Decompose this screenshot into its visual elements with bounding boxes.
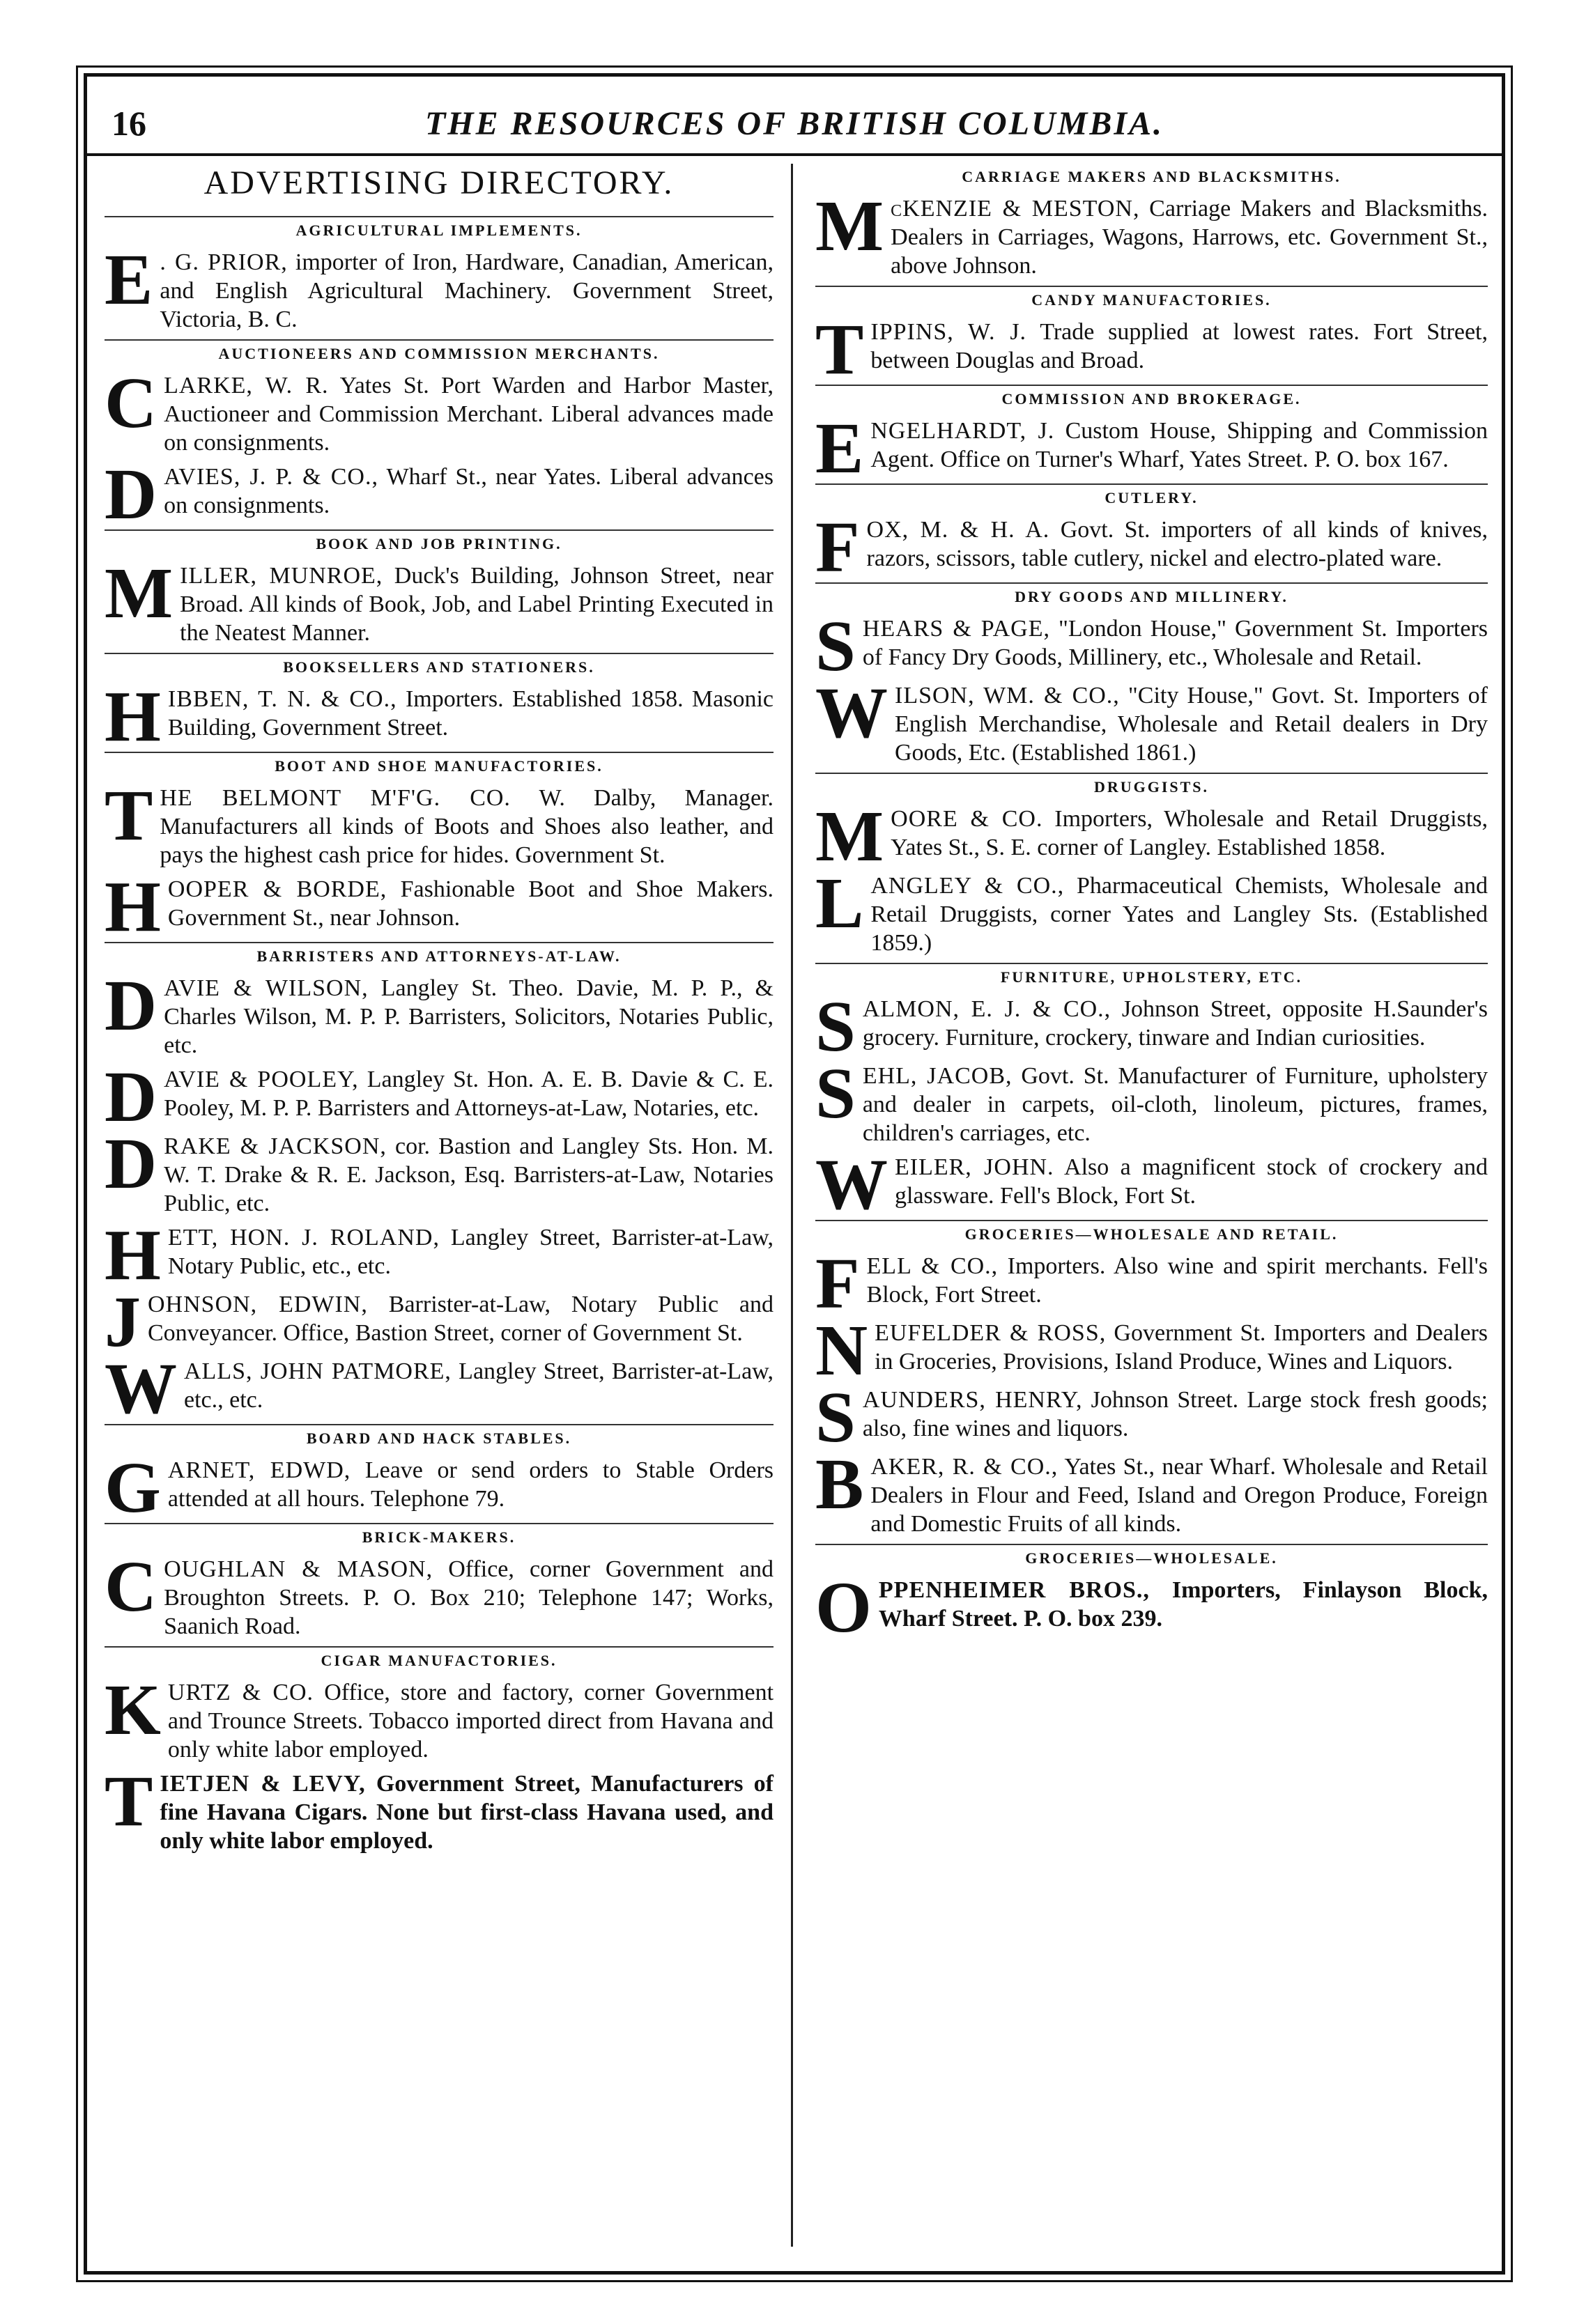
entry-text: Fashionable Boot and Shoe Makers. Government St., near Johnson. bbox=[167, 876, 774, 931]
entry-name: PPENHEIMER BROS., bbox=[878, 1577, 1150, 1603]
entry-name: EILER, JOHN. bbox=[895, 1154, 1054, 1180]
directory-entry bbox=[815, 673, 1488, 767]
drop-cap: S bbox=[815, 986, 856, 1067]
entry-text: Johnson Street. Large stock fresh goods; also, fine wines and liquors. bbox=[862, 1387, 1488, 1441]
directory-entry bbox=[105, 240, 774, 334]
drop-cap: H bbox=[105, 676, 161, 757]
directory-entry bbox=[815, 986, 1488, 1067]
entry-name: OHNSON, EDWIN, bbox=[148, 1292, 368, 1317]
drop-cap: E bbox=[815, 408, 864, 488]
left-column bbox=[105, 164, 774, 1861]
entry-text: Importers, Finlayson Block, Wharf Street. P. O. box 239. bbox=[878, 1577, 1488, 1632]
entry-name: IPPINS, W. J. bbox=[870, 319, 1027, 345]
drop-cap: E bbox=[105, 240, 153, 320]
page-title: THE RESOURCES OF BRITISH COLUMBIA. bbox=[424, 105, 1164, 142]
entry-name: AUNDERS, HENRY, bbox=[862, 1387, 1083, 1413]
column-divider bbox=[791, 164, 793, 2247]
entry-name: ANGLEY & CO., bbox=[870, 873, 1065, 899]
entry-text: Yates St., near Wharf. Wholesale and Retail Dealers in Flour and Feed, Island and Oregon Produce, Foreign and Domestic Fruits of all kinds. bbox=[870, 1454, 1488, 1537]
drop-cap: T bbox=[105, 775, 153, 855]
entry-name: IETJEN & LEVY, bbox=[160, 1771, 366, 1797]
directory-entry bbox=[815, 1444, 1488, 1538]
entry-name: cKENZIE & MESTON, bbox=[891, 196, 1140, 222]
entry-text: Government St. Importers and Dealers in Groceries, Provisions, Island Produce, Wines and Liquors. bbox=[875, 1320, 1488, 1374]
category-heading: BRICK-MAKERS. bbox=[105, 1523, 774, 1555]
entry-name: AKER, R. & CO., bbox=[870, 1454, 1059, 1480]
page-header bbox=[87, 98, 1502, 156]
drop-cap: K bbox=[105, 1670, 161, 1750]
entry-text: Duck's Building, Johnson Street, near Broad. All kinds of Book, Job, and Label Printing Executed in the Neatest Manner. bbox=[180, 563, 774, 646]
directory-entry bbox=[815, 1310, 1488, 1390]
entry-text: Importers. Also wine and spirit merchants. Fell's Block, Fort Street. bbox=[866, 1253, 1488, 1308]
entry-text: Barrister-at-Law, Notary Public and Conveyancer. Office, Bastion Street, corner of Government St. bbox=[148, 1292, 774, 1346]
entry-name: AVIE & WILSON, bbox=[164, 975, 369, 1001]
entry-text: "London House," Government St. Importers of Fancy Dry Goods, Millinery, etc., Wholesale and Retail. bbox=[862, 616, 1488, 670]
directory-entry bbox=[105, 1124, 774, 1218]
directory-entry bbox=[815, 186, 1488, 280]
drop-cap: D bbox=[105, 1124, 157, 1204]
entry-text: Yates St. Port Warden and Harbor Master, Auctioneer and Commission Merchant. Liberal advances made on consignments. bbox=[164, 373, 774, 456]
entry-text: Importers, Wholesale and Retail Druggists, Yates St., S. E. corner of Langley. Established 1858. bbox=[891, 806, 1488, 860]
drop-cap: S bbox=[815, 1053, 856, 1133]
directory-entry bbox=[815, 1053, 1488, 1147]
category-heading: GROCERIES—WHOLESALE AND RETAIL. bbox=[815, 1220, 1488, 1252]
page-number: 16 bbox=[111, 104, 146, 143]
drop-cap: T bbox=[105, 1761, 153, 1841]
directory-entry bbox=[815, 796, 1488, 876]
entry-text: Wharf St., near Yates. Liberal advances on consignments. bbox=[164, 464, 774, 518]
entry-text: Govt. St. Manufacturer of Furniture, upholstery and dealer in carpets, oil-cloth, linoleum, pictures, frames, children's carriages, etc. bbox=[862, 1063, 1488, 1146]
entry-name: AVIES, J. P. & CO., bbox=[164, 464, 378, 490]
drop-cap: C bbox=[105, 1547, 157, 1627]
entry-text: Also a magnificent stock of crockery and glassware. Fell's Block, Fort St. bbox=[895, 1154, 1488, 1209]
entry-name: HE BELMONT M'F'G. CO. bbox=[160, 785, 511, 811]
category-heading: DRUGGISTS. bbox=[815, 773, 1488, 805]
directory-entry bbox=[105, 1761, 774, 1855]
entry-name: EUFELDER & ROSS, bbox=[875, 1320, 1107, 1346]
drop-cap: F bbox=[815, 507, 860, 587]
directory-entry bbox=[105, 1282, 774, 1362]
drop-cap: M bbox=[815, 796, 884, 876]
drop-cap: N bbox=[815, 1310, 868, 1390]
directory-entry bbox=[105, 676, 774, 757]
drop-cap: M bbox=[105, 553, 174, 633]
directory-entry bbox=[105, 1215, 774, 1295]
drop-cap: H bbox=[105, 867, 161, 947]
directory-entry bbox=[105, 1349, 774, 1429]
entry-text: Pharmaceutical Chemists, Wholesale and Retail Druggists, corner Yates and Langley Sts. (Established 1859.) bbox=[870, 873, 1488, 956]
right-column bbox=[815, 164, 1488, 1648]
entry-text: Office, corner Government and Broughton Streets. P. O. Box 210; Telephone 147; Works, Saanich Road. bbox=[164, 1556, 774, 1639]
entry-text: importer of Iron, Hardware, Canadian, American, and English Agricultural Machinery. Government Street, Victoria, B. C. bbox=[160, 249, 774, 332]
entry-name: LARKE, W. R. bbox=[164, 373, 329, 398]
category-heading: BOOKSELLERS AND STATIONERS. bbox=[105, 653, 774, 685]
category-heading: GROCERIES—WHOLESALE. bbox=[815, 1544, 1488, 1576]
directory-entry bbox=[105, 363, 774, 457]
directory-entry bbox=[815, 1377, 1488, 1457]
category-heading: CIGAR MANUFACTORIES. bbox=[105, 1646, 774, 1678]
directory-entry bbox=[105, 1547, 774, 1641]
entry-text: Langley Street, Barrister-at-Law, Notary Public, etc., etc. bbox=[167, 1225, 774, 1279]
entry-text: Importers. Established 1858. Masonic Building, Government Street. bbox=[167, 686, 774, 741]
directory-entry bbox=[105, 1670, 774, 1764]
category-heading: COMMISSION AND BROKERAGE. bbox=[815, 385, 1488, 417]
directory-entry bbox=[815, 1145, 1488, 1225]
drop-cap: D bbox=[105, 454, 157, 534]
entry-name: OORE & CO. bbox=[891, 806, 1043, 832]
drop-cap: O bbox=[815, 1567, 872, 1648]
entry-text: Government Street, Manufacturers of fine Havana Cigars. None but first-class Havana used, and only white labor employed. bbox=[160, 1771, 774, 1854]
entry-text: Office, store and factory, corner Government and Trounce Streets. Tobacco imported direct from Havana and only white labor employed. bbox=[167, 1680, 774, 1763]
directory-entry bbox=[815, 408, 1488, 488]
category-heading: CUTLERY. bbox=[815, 483, 1488, 516]
directory-entry bbox=[105, 867, 774, 947]
entry-text: Custom House, Shipping and Commission Agent. Office on Turner's Wharf, Yates Street. P. O. box 167. bbox=[870, 418, 1488, 472]
entry-text: cor. Bastion and Langley Sts. Hon. M. W. T. Drake & R. E. Jackson, Esq. Barristers-at-Law, Notaries Public, etc. bbox=[164, 1133, 774, 1216]
entry-name: EHL, JACOB, bbox=[862, 1063, 1013, 1089]
entry-text: Johnson Street, opposite H.Saunder's grocery. Furniture, crockery, tinware and Indian curiosities. bbox=[862, 996, 1488, 1051]
directory-entry bbox=[815, 507, 1488, 587]
entry-name: URTZ & CO. bbox=[167, 1680, 314, 1705]
drop-cap: T bbox=[815, 309, 864, 389]
entry-name: . G. PRIOR, bbox=[160, 249, 288, 275]
category-heading: CARRIAGE MAKERS AND BLACKSMITHS. bbox=[962, 168, 1341, 185]
entry-name: ELL & CO., bbox=[866, 1253, 999, 1279]
entry-name: OUGHLAN & MASON, bbox=[164, 1556, 433, 1582]
drop-cap: J bbox=[105, 1282, 141, 1362]
directory-entry bbox=[815, 309, 1488, 389]
directory-entry bbox=[105, 553, 774, 647]
entry-name: ILLER, MUNROE, bbox=[180, 563, 383, 589]
category-heading: BOOK AND JOB PRINTING. bbox=[105, 529, 774, 561]
entry-name: AVIE & POOLEY, bbox=[164, 1067, 359, 1092]
entry-text: "City House," Govt. St. Importers of English Merchandise, Wholesale and Retail dealers in Dry Goods, Etc. (Established 1861.) bbox=[895, 683, 1488, 766]
entry-name: ALMON, E. J. & CO., bbox=[862, 996, 1111, 1022]
directory-entry bbox=[815, 606, 1488, 686]
directory-page bbox=[84, 73, 1505, 2275]
directory-entry bbox=[815, 1244, 1488, 1324]
drop-cap: W bbox=[815, 1145, 888, 1225]
category-heading: CANDY MANUFACTORIES. bbox=[815, 286, 1488, 318]
entry-name: ETT, HON. J. ROLAND, bbox=[167, 1225, 440, 1250]
category-heading: AUCTIONEERS AND COMMISSION MERCHANTS. bbox=[105, 339, 774, 371]
drop-cap: H bbox=[105, 1215, 161, 1295]
drop-cap: M bbox=[815, 186, 884, 266]
category-heading: DRY GOODS AND MILLINERY. bbox=[815, 582, 1488, 614]
entry-name: NGELHARDT, J. bbox=[870, 418, 1055, 444]
directory-entry bbox=[815, 863, 1488, 957]
category-heading: BOARD AND HACK STABLES. bbox=[105, 1424, 774, 1456]
entry-text: W. Dalby, Manager. Manufacturers all kinds of Boots and Shoes also leather, and pays the highest cash price for hides. Government St. bbox=[160, 785, 774, 868]
entry-text: Leave or send orders to Stable Orders attended at all hours. Telephone 79. bbox=[167, 1457, 774, 1512]
category-heading: AGRICULTURAL IMPLEMENTS. bbox=[105, 216, 774, 248]
directory-entry bbox=[105, 775, 774, 869]
entry-name: OX, M. & H. A. bbox=[866, 517, 1050, 543]
entry-name: ARNET, EDWD, bbox=[167, 1457, 351, 1483]
drop-cap: F bbox=[815, 1244, 860, 1324]
entry-text: Langley St. Theo. Davie, M. P. P., & Charles Wilson, M. P. P. Barristers, Solicitors, Notaries Public, etc. bbox=[164, 975, 774, 1058]
entry-text: Carriage Makers and Blacksmiths. Dealers in Carriages, Wagons, Harrows, etc. Government St., above Johnson. bbox=[891, 196, 1488, 279]
drop-cap: W bbox=[815, 673, 888, 753]
entry-name: ALLS, JOHN PATMORE, bbox=[184, 1358, 452, 1384]
entry-name: OOPER & BORDE, bbox=[167, 876, 387, 902]
entry-name: RAKE & JACKSON, bbox=[164, 1133, 387, 1159]
directory-entry bbox=[105, 1057, 774, 1137]
directory-entry bbox=[105, 454, 774, 534]
category-heading: BOOT AND SHOE MANUFACTORIES. bbox=[105, 752, 774, 784]
category-heading: BARRISTERS AND ATTORNEYS-AT-LAW. bbox=[105, 942, 774, 974]
entry-text: Trade supplied at lowest rates. Fort Street, between Douglas and Broad. bbox=[870, 319, 1488, 373]
entry-name: ILSON, WM. & CO., bbox=[895, 683, 1120, 708]
entry-text: Langley Street, Barrister-at-Law, etc., etc. bbox=[184, 1358, 774, 1413]
directory-entry bbox=[815, 1567, 1488, 1648]
drop-cap: G bbox=[105, 1448, 161, 1528]
entry-text: Govt. St. importers of all kinds of knives, razors, scissors, table cutlery, nickel and electro-plated ware. bbox=[866, 517, 1488, 571]
drop-cap: S bbox=[815, 1377, 856, 1457]
drop-cap: L bbox=[815, 863, 864, 943]
entry-text: Langley St. Hon. A. E. B. Davie & C. E. Pooley, M. P. P. Barristers and Attorneys-at-Law, Notaries, etc. bbox=[164, 1067, 774, 1121]
drop-cap: B bbox=[815, 1444, 864, 1524]
directory-entry bbox=[105, 966, 774, 1060]
entry-name: IBBEN, T. N. & CO., bbox=[167, 686, 397, 712]
drop-cap: D bbox=[105, 966, 157, 1046]
drop-cap: D bbox=[105, 1057, 157, 1137]
drop-cap: C bbox=[105, 363, 157, 443]
drop-cap: W bbox=[105, 1349, 177, 1429]
directory-entry bbox=[105, 1448, 774, 1528]
entry-name: HEARS & PAGE, bbox=[862, 616, 1050, 642]
category-heading: FURNITURE, UPHOLSTERY, ETC. bbox=[815, 963, 1488, 995]
directory-title: ADVERTISING DIRECTORY. bbox=[203, 164, 675, 201]
drop-cap: S bbox=[815, 606, 856, 686]
